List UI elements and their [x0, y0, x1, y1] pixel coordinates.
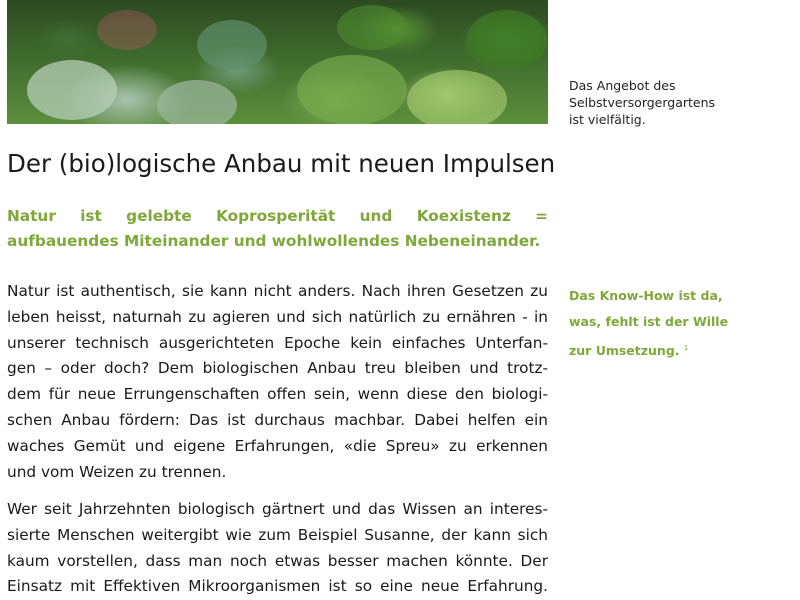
- image-caption: [569, 77, 769, 128]
- cabbage-leaf: [157, 80, 237, 124]
- text-line: sierte Menschen weitergibt wie zum Beispiel Susanne, der kann sich: [7, 525, 548, 544]
- pull-quote-line: was, fehlt ist der Wille: [569, 314, 729, 329]
- pull-quote-text: zur Umsetzung.: [569, 343, 680, 358]
- garden-photo: [7, 0, 548, 124]
- pull-quote-line: [569, 335, 769, 364]
- body-paragraph-2: [7, 497, 548, 600]
- caption-line: Selbstversorgergartens: [569, 95, 716, 110]
- lead-paragraph: Natur ist gelebte Koprosperität und Koexistenz = aufbauendes Miteinander und wohlwollendes Nebeneinander.: [7, 207, 548, 250]
- text-line: schen Anbau fördern: Das ist durchaus machbar. Dabei helfen ein: [7, 410, 548, 429]
- body-paragraph-1: [7, 279, 548, 485]
- text-line: Wer seit Jahrzehnten biologisch gärtnert und das Wissen an interes-: [7, 500, 548, 518]
- text-line: gen – oder doch? Dem biologischen Anbau treu bleiben und trotz-: [7, 359, 548, 378]
- kale-leaf: [407, 70, 507, 124]
- text-line: unserer technisch ausgerichteten Epoche kein einfaches Unterfan-: [7, 333, 548, 352]
- kale-leaf: [297, 55, 407, 124]
- pull-quote-line: Das Know-How ist da,: [569, 288, 723, 303]
- caption-line: Das Angebot des: [569, 78, 676, 93]
- article-title: Der (bio)logische Anbau mit neuen Impulsen: [7, 149, 556, 178]
- kale-leaf: [337, 5, 407, 50]
- cabbage-leaf: [197, 20, 267, 70]
- caption-line: ist vielfältig.: [569, 112, 646, 127]
- text-line: waches Gemüt und eigene Erfahrungen, «die Spreu» zu erkennen: [7, 436, 548, 455]
- text-line: leben heisst, naturnah zu agieren und sich natürlich zu ernähren - in: [7, 307, 548, 326]
- pull-quote: [569, 283, 769, 364]
- cabbage-leaf: [27, 60, 117, 120]
- footnote-marker: 1: [683, 344, 689, 352]
- kale-leaf: [467, 10, 547, 70]
- text-line: dem für neue Errungenschaften offen sein, wenn diese den biologi-: [7, 385, 548, 404]
- text-line: und vom Weizen zu trennen.: [7, 462, 227, 481]
- text-line: Natur ist authentisch, sie kann nicht anders. Nach ihren Gesetzen zu: [7, 282, 548, 300]
- text-line: kaum vorstellen, dass man noch etwas besser machen könnte. Der: [7, 551, 548, 570]
- text-line: Einsatz mit Effektiven Mikroorganismen ist so eine neue Erfahrung.: [7, 577, 548, 596]
- flower: [97, 10, 157, 50]
